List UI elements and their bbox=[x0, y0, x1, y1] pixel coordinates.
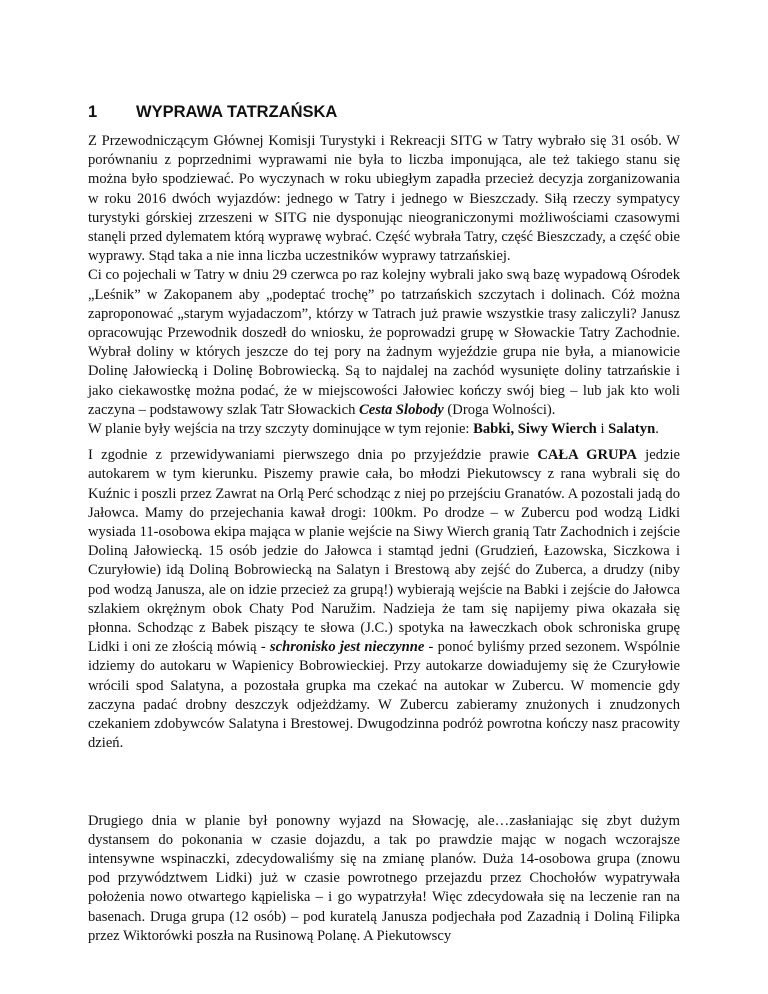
paragraph-plan: Ci co pojechali w Tatry w dniu 29 czerwca po raz kolejny wybrali jako swą bazę wypadową Ośrodek „Leśnik” w Zakopanem aby „podeptać trochę” po tatrzańskich szczytach i dolinach. Cóż można zaproponować „starym wyjadaczom”, którzy w Tatrach już prawie wszystkie trasy zaliczyli? Janusz opracowując Przewodnik doszedł do wniosku, że poprowadzi grupę w Słowackie Tatry Zachodnie. Wybrał doliny w których jeszcze do tej pory na żadnym wyjeździe grupa nie była, a mianowicie Dolinę Jałowiecką i Dolinę Bobrowiecką. Są to najdalej na zachód wysunięte doliny tatrzańskie i jako ciekawostkę można podać, że w miejscowości Jałowiec kończy swój bieg – lub jak kto woli zaczyna – podstawowy szlak Tatr Słowackich Cesta Slobody (Droga Wolności). bbox=[88, 267, 680, 418]
paragraph-day-one: I zgodnie z przewidywaniami pierwszego dnia po przyjeździe prawie CAŁA GRUPA jedzie autokarem w tym kierunku. Piszemy prawie cała, bo młodzi Piekutowscy z rana wybrali się do Kuźnic i poszli przez Zawrat na Orlą Perć schodząc z niej po przejściu Granatów. A pozostali jadą do Jałowca. Mamy do przejechania kawał drogi: 100km. Po drodze – w Zubercu pod wodzą Lidki wysiada 11-osobowa ekipa mająca w planie wejście na Siwy Wierch granią Tatr Zachodnich i zejście Doliną Jałowiecką. 15 osób jedzie do Jałowca i stamtąd jedni (Grudzień, Łazowska, Siczkowa i Czuryłowie) idą Doliną Bobrowiecką na Salatyn i Brestową aby zejść do Zuberca, a drudzy (niby pod wodzą Janusza, ale on idzie przecież za grupą!) wybierają wejście na Babki i zejście do Jałowca szlakiem okrężnym obok Chaty Pod Naružim. Nadzieja że tam się napijemy piwa okazała się płonna. Schodząc z Babek piszący te słowa (J.C.) spotyka na ławeczkach obok schroniska grupę Lidki i oni ze złością mówią - schronisko jest nieczynne - ponoć byliśmy przed sezonem. Wspólnie idziemy do autokaru w Wapienicy Bobrowieckiej. Przy autokarze dowiadujemy się że Czuryłowie wrócili spod Salatyna, a pozostała grupka ma czekać na autokar w Zubercu. W momencie gdy zaczyna padać drobny deszczyk odjeżdżamy. W Zubercu zabieramy znużonych i znudzonych czekaniem zdobywców Salatyna i Brestowej. Dwugodzinna podróż powrotna kończy nasz pracowity dzień. bbox=[88, 447, 680, 752]
section-number: 1 bbox=[88, 103, 98, 121]
document-page bbox=[88, 102, 680, 946]
schronisko-emphasis: schronisko jest nieczynne bbox=[269, 639, 425, 656]
paragraph-intro: Z Przewodniczącym Głównej Komisji Turystyki i Rekreacji SITG w Tatry wybrało się 31 osób. W porównaniu z poprzednimi wyprawami nie była to liczba imponująca, ale też takiego stanu się można było spodziewać. Po wyczynach w roku ubiegłym zapadła przecież decyzja zorganizowania w roku 2016 dwóch wyjazdów: jednego w Tatry i jednego w Bieszczady. Siłą rzeczy sympatycy turystyki górskiej zrzeszeni w SITG nie dysponując nieograniczonymi możliwościami czasowymi stanęli przed dylematem którą wyprawę wybrać. Część wybrała Tatry, część Bieszczady, a część obie wyprawy. Stąd taka a nie inna liczba uczestników wyprawy tatrzańskiej. bbox=[88, 133, 680, 265]
section-heading bbox=[88, 102, 680, 122]
section-title: WYPRAWA TATRZAŃSKA bbox=[136, 103, 338, 121]
peaks-emphasis: Babki, Siwy Wierch bbox=[473, 421, 597, 438]
paragraph-peaks: W planie były wejścia na trzy szczyty dominujące w tym rejonie: Babki, Siwy Wierch i Salatyn. bbox=[88, 421, 659, 438]
cala-grupa-emphasis: CAŁA GRUPA bbox=[537, 447, 637, 464]
cesta-slobody-emphasis: Cesta Slobody bbox=[359, 401, 444, 418]
salatyn-emphasis: Salatyn bbox=[608, 421, 656, 438]
paragraph-day-two: Drugiego dnia w planie był ponowny wyjazd na Słowację, ale…zasłaniając się zbyt dużym dystansem do pokonania w czasie dojazdu, a tak po prawdzie mając w nogach wczorajsze intensywne wspinaczki, zdecydowaliśmy się na zmianę planów. Duża 14-osobowa grupa (znowu pod przywództwem Lidki) już w czasie powrotnego przejazdu przez Chochołów wypatrywała położenia nowo otwartego kąpieliska – i go wypatrzyła! Więc zdecydowała się na leczenie ran na basenach. Druga grupa (12 osób) – pod kuratelą Janusza podjechała pod Zazadnią i Doliną Filipka przez Wiktorówki poszła na Rusinową Polanę. A Piekutowscy bbox=[88, 812, 680, 944]
